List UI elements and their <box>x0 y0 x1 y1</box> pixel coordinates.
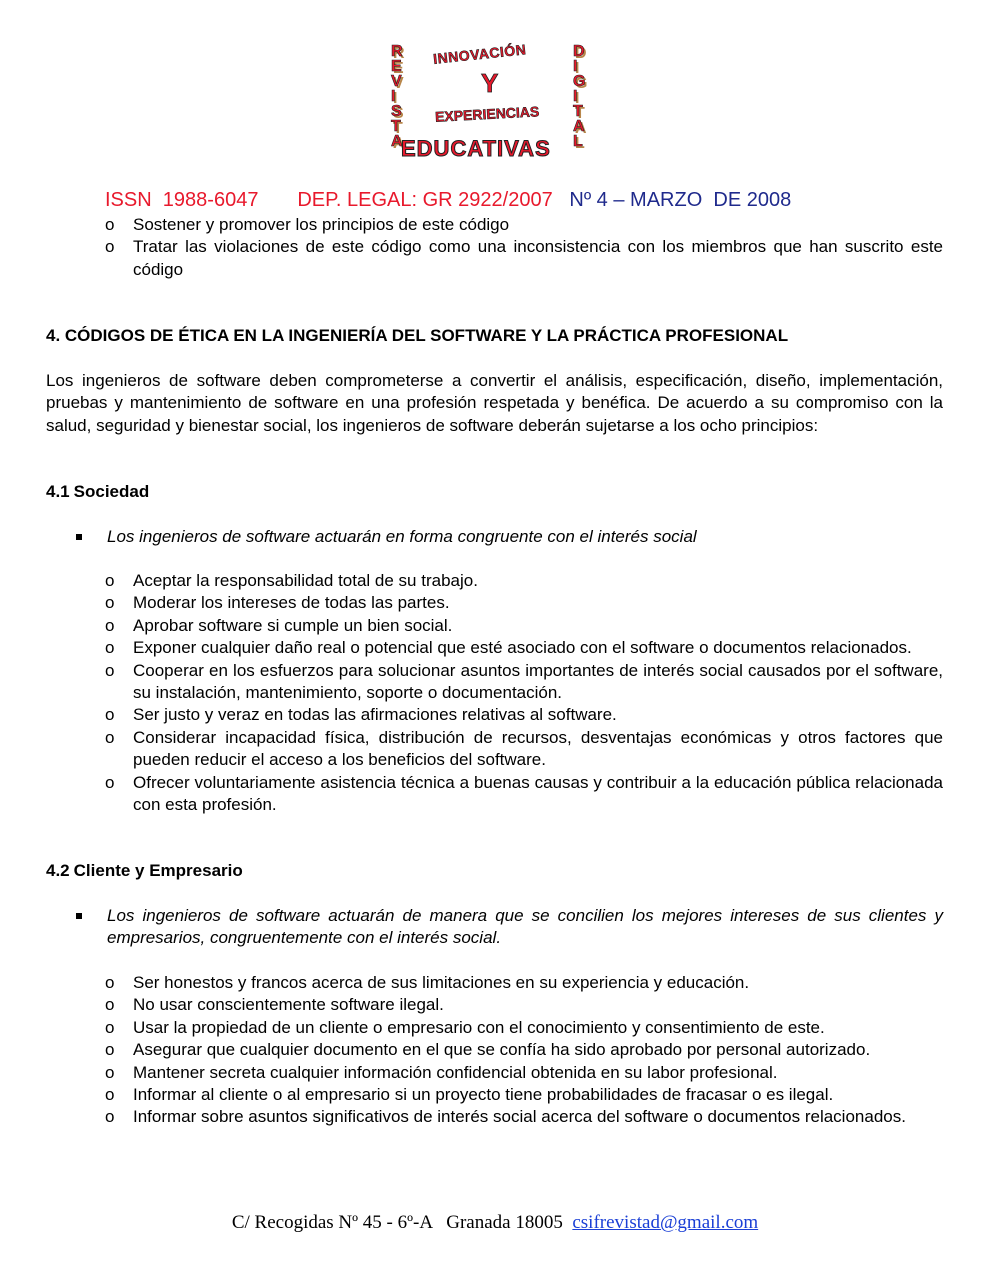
section-4-2-list <box>105 972 943 1129</box>
logo-column-letter: E <box>391 58 402 75</box>
issn-text: ISSN 1988-6047 <box>105 189 259 211</box>
logo-column-letter: D <box>573 43 585 60</box>
list-item: o Informar al cliente o al empresario si un proyecto tiene probabilidades de fracasar o es ilegal. <box>105 1084 943 1106</box>
list-item: o Mantener secreta cualquier información confidencial obtenida en su labor profesional. <box>105 1062 943 1084</box>
section-4-paragraph: Los ingenieros de software deben comprometerse a convertir el análisis, especificación, diseño, implementación, pruebas y mantenimiento de software en una profesión respetada y benéfica. De acuerdo a su compromiso con la salud, seguridad y bienestar social, los ingenieros de software deberán sujetarse a los ocho principios: <box>46 371 943 435</box>
logo-column-letter: G <box>573 73 586 90</box>
list-item: o No usar conscientemente software ilegal. <box>105 994 943 1016</box>
logo-left-column <box>391 44 403 149</box>
section-4-2-principle <box>76 905 943 950</box>
dep-legal-text: DEP. LEGAL: GR 2922/2007 <box>297 189 553 211</box>
list-item: o Sostener y promover los principios de este código <box>105 214 943 236</box>
logo-middle-word: EXPERIENCIAS <box>434 103 540 125</box>
section-4-1-principle <box>76 526 943 548</box>
section-4-2-principle-text: Los ingenieros de software actuarán de manera que se concilien los mejores intereses de sus clientes y empresarios, congruentemente con el interés social. <box>107 906 943 948</box>
list-item: o Aceptar la responsabilidad total de su trabajo. <box>105 570 943 592</box>
list-item: o Considerar incapacidad física, distribución de recursos, desventajas económicas y otros factores que pueden reducir el acceso a los beneficios del software. <box>105 727 943 772</box>
section-4-1-number: 4.1 <box>46 482 70 501</box>
section-4-2-title: Cliente y Empresario <box>73 861 243 880</box>
list-item: o Ser honestos y francos acerca de sus limitaciones en su experiencia y educación. <box>105 972 943 994</box>
logo-column-letter: R <box>391 43 403 60</box>
journal-logo <box>385 40 605 165</box>
logo-column-letter: V <box>391 73 402 90</box>
logo-bottom-word: EDUCATIVAS <box>401 136 551 161</box>
logo-column-letter: A <box>391 133 403 150</box>
list-item: o Tratar las violaciones de este código como una inconsistencia con los miembros que han suscrito este código <box>105 236 943 281</box>
logo-column-letter: T <box>573 103 583 120</box>
list-item: o Cooperar en los esfuerzos para solucionar asuntos importantes de interés social causados por el software, su instalación, mantenimiento, soporte o documentación. <box>105 660 943 705</box>
logo-column-letter: A <box>573 118 585 135</box>
section-4-1-list <box>105 570 943 816</box>
section-4-1-title: Sociedad <box>73 482 150 501</box>
logo-column-letter: I <box>391 88 396 105</box>
footer-email-link[interactable]: csifrevistad@gmail.com <box>572 1212 759 1233</box>
list-item: o Ser justo y veraz en todas las afirmaciones relativas al software. <box>105 704 943 726</box>
section-4-2-number: 4.2 <box>46 861 70 880</box>
logo-column-letter: T <box>391 118 401 135</box>
logo-column-letter: I <box>573 58 578 75</box>
footer-address: C/ Recogidas Nº 45 - 6º-A Granada 18005 <box>231 1212 563 1233</box>
list-item: o Aprobar software si cumple un bien social. <box>105 615 943 637</box>
section-4-2-heading <box>46 860 243 882</box>
logo-top-word: INNOVACIÓN <box>432 41 528 67</box>
list-item: o Exponer cualquier daño real o potencial que esté asociado con el software o documentos relacionados. <box>105 637 943 659</box>
list-item: o Informar sobre asuntos significativos de interés social acerca del software o documentos relacionados. <box>105 1106 943 1128</box>
logo-right-column <box>573 44 585 149</box>
list-item: o Asegurar que cualquier documento en el que se confía ha sido aprobado por personal autorizado. <box>105 1039 943 1061</box>
square-bullet-icon <box>76 534 82 540</box>
list-item: o Moderar los intereses de todas las partes. <box>105 592 943 614</box>
issue-text: Nº 4 – MARZO DE 2008 <box>569 189 792 211</box>
section-4-1-principle-text: Los ingenieros de software actuarán en forma congruente con el interés social <box>107 527 697 546</box>
section-4-1-heading <box>46 481 149 503</box>
list-item: o Usar la propiedad de un cliente o empresario con el conocimiento y consentimiento de este. <box>105 1017 943 1039</box>
logo-column-letter: I <box>573 88 578 105</box>
section-4-title: 4. CÓDIGOS DE ÉTICA EN LA INGENIERÍA DEL SOFTWARE Y LA PRÁCTICA PROFESIONAL <box>46 326 789 345</box>
logo-middle-letter: Y <box>481 68 499 98</box>
intro-list <box>105 214 943 281</box>
publication-info <box>105 189 791 212</box>
logo-column-letter: L <box>573 133 583 150</box>
list-item: o Ofrecer voluntariamente asistencia técnica a buenas causas y contribuir a la educación pública relacionada con esta profesión. <box>105 772 943 817</box>
page-footer <box>0 1212 990 1234</box>
logo-column-letter: S <box>391 103 402 120</box>
square-bullet-icon <box>76 913 82 919</box>
